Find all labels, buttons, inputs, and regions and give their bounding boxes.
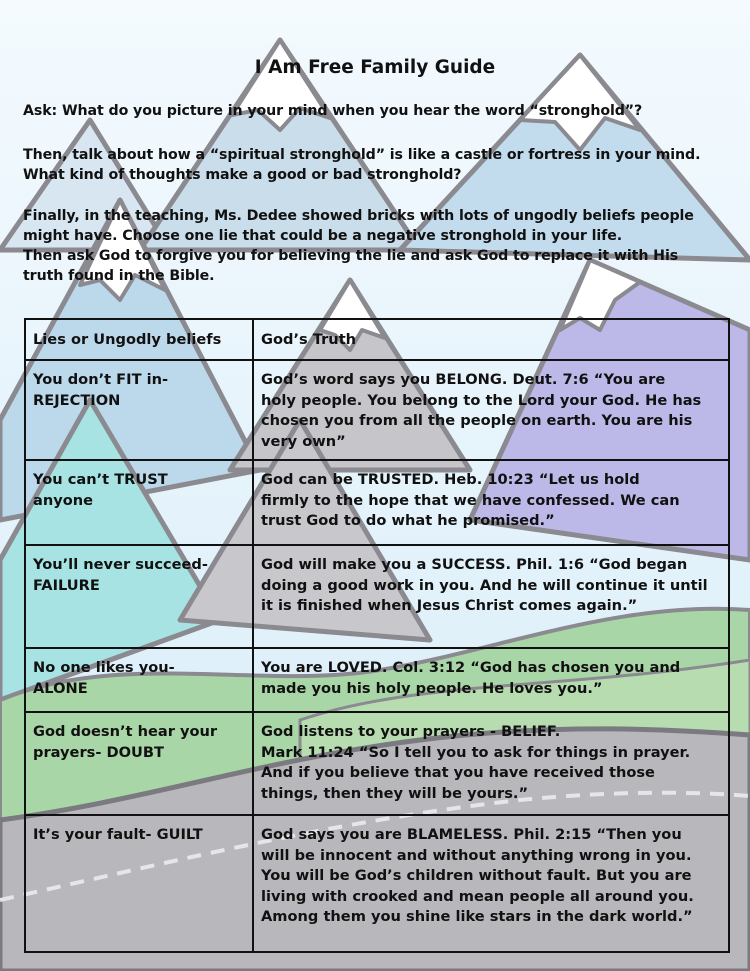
lie-cell: You can’t TRUST anyone	[25, 460, 253, 545]
lies-vs-truth-table	[24, 318, 730, 953]
truth-cell: God says you are BLAMELESS. Phil. 2:15 “Then you will be innocent and without anything wrong in you. You will be God’s children without fault. But you are living with crooked and mean people all around you. Among them you shine like stars in the dark world.”	[253, 815, 729, 952]
discussion-paragraph	[23, 145, 735, 185]
lie-cell: You’ll never succeed- FAILURE	[25, 545, 253, 648]
header-truth: God’s Truth	[253, 319, 729, 360]
lie-cell: No one likes you- ALONE	[25, 648, 253, 712]
truth-cell: God will make you a SUCCESS. Phil. 1:6 “God began doing a good work in you. And he will continue it until it is finished when Jesus Christ comes again.”	[253, 545, 729, 648]
truth-cell: God’s word says you BELONG. Deut. 7:6 “You are holy people. You belong to the Lord your God. He has chosen you from all the people on earth. You are his very own”	[253, 360, 729, 460]
lie-cell: You don’t FIT in- REJECTION	[25, 360, 253, 460]
truth-cell: You are LOVED. Col. 3:12 “God has chosen you and made you his holy people. He loves you.”	[253, 648, 729, 712]
text-line: What kind of thoughts make a good or bad stronghold?	[23, 167, 462, 183]
text-line: Ask: What do you picture in your mind when you hear the word “stronghold”?	[23, 103, 643, 119]
table-header-row	[25, 319, 729, 360]
header-lies: Lies or Ungodly beliefs	[25, 319, 253, 360]
table-row	[25, 815, 729, 952]
truth-cell: God can be TRUSTED. Heb. 10:23 “Let us hold firmly to the hope that we have confessed. We can trust God to do what he promised.”	[253, 460, 729, 545]
table-row	[25, 545, 729, 648]
truth-cell: God listens to your prayers - BELIEF. Mark 11:24 “So I tell you to ask for things in prayer. And if you believe that you have received those things, then they will be yours.”	[253, 712, 729, 815]
lie-cell: God doesn’t hear your prayers- DOUBT	[25, 712, 253, 815]
table-row	[25, 648, 729, 712]
text-line: Finally, in the teaching, Ms. Dedee showed bricks with lots of ungodly beliefs people	[23, 208, 694, 224]
text-line: might have. Choose one lie that could be a negative stronghold in your life.	[23, 228, 623, 244]
table-row	[25, 360, 729, 460]
lie-cell: It’s your fault- GUILT	[25, 815, 253, 952]
table-row	[25, 460, 729, 545]
page-title: I Am Free Family Guide	[254, 57, 496, 78]
table-row	[25, 712, 729, 815]
text-line: Then ask God to forgive you for believing the lie and ask God to replace it with His	[23, 248, 679, 264]
instructions-paragraph	[23, 206, 735, 286]
intro-question	[23, 101, 735, 121]
text-line: Then, talk about how a “spiritual stronghold” is like a castle or fortress in your mind.	[23, 147, 701, 163]
text-line: truth found in the Bible.	[23, 268, 215, 284]
